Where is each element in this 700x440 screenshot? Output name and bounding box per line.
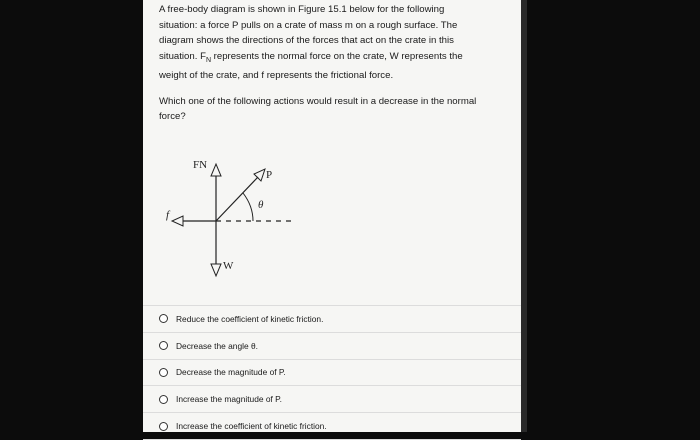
option-label: Reduce the coefficient of kinetic friction. bbox=[176, 313, 324, 324]
free-body-diagram bbox=[163, 148, 303, 288]
intro-line-4b: represents the normal force on the crate, W represents the bbox=[211, 50, 463, 62]
applied-force-line bbox=[216, 177, 258, 221]
label-fn: FN bbox=[193, 159, 208, 171]
intro-subscript: N bbox=[205, 56, 211, 64]
friction-arrowhead bbox=[172, 216, 183, 226]
option-label: Increase the magnitude of P. bbox=[176, 394, 282, 405]
label-p: P bbox=[266, 169, 273, 181]
label-theta: θ bbox=[258, 199, 264, 211]
radio-button[interactable] bbox=[159, 341, 168, 350]
option-reduce-kinetic-friction[interactable] bbox=[143, 305, 521, 332]
question-intro bbox=[159, 2, 509, 84]
option-label: Increase the coefficient of kinetic friction. bbox=[176, 421, 327, 432]
option-label: Decrease the magnitude of P. bbox=[176, 367, 286, 378]
weight-arrowhead bbox=[211, 264, 221, 276]
radio-button[interactable] bbox=[159, 368, 168, 377]
label-f: f bbox=[166, 209, 170, 221]
question-prompt bbox=[159, 94, 509, 125]
intro-line-1: A free-body diagram is shown in Figure 15.1 below for the following bbox=[159, 4, 445, 15]
option-decrease-p[interactable] bbox=[143, 359, 521, 386]
radio-button[interactable] bbox=[159, 395, 168, 404]
radio-button[interactable] bbox=[159, 422, 168, 431]
prompt-line-1: Which one of the following actions would result in a decrease in the normal bbox=[159, 95, 477, 107]
answer-options bbox=[143, 305, 521, 440]
intro-line-2: situation: a force P pulls on a crate of mass m on a rough surface. The bbox=[159, 19, 458, 31]
normal-force-arrowhead bbox=[211, 164, 221, 176]
question-page bbox=[143, 0, 521, 432]
question-text bbox=[159, 2, 509, 125]
angle-arc bbox=[243, 193, 253, 221]
intro-line-5: weight of the crate, and f represents the frictional force. bbox=[159, 70, 394, 82]
intro-line-4: situation. F bbox=[159, 50, 206, 62]
option-increase-kinetic-friction[interactable] bbox=[143, 412, 521, 440]
intro-line-3: diagram shows the directions of the forces that act on the crate in this bbox=[159, 35, 454, 47]
option-label: Decrease the angle θ. bbox=[176, 340, 258, 351]
option-increase-p[interactable] bbox=[143, 385, 521, 412]
frame-edge bbox=[521, 0, 527, 432]
prompt-line-2: force? bbox=[159, 111, 186, 123]
label-w: W bbox=[223, 260, 234, 272]
radio-button[interactable] bbox=[159, 314, 168, 323]
option-decrease-angle[interactable] bbox=[143, 332, 521, 359]
